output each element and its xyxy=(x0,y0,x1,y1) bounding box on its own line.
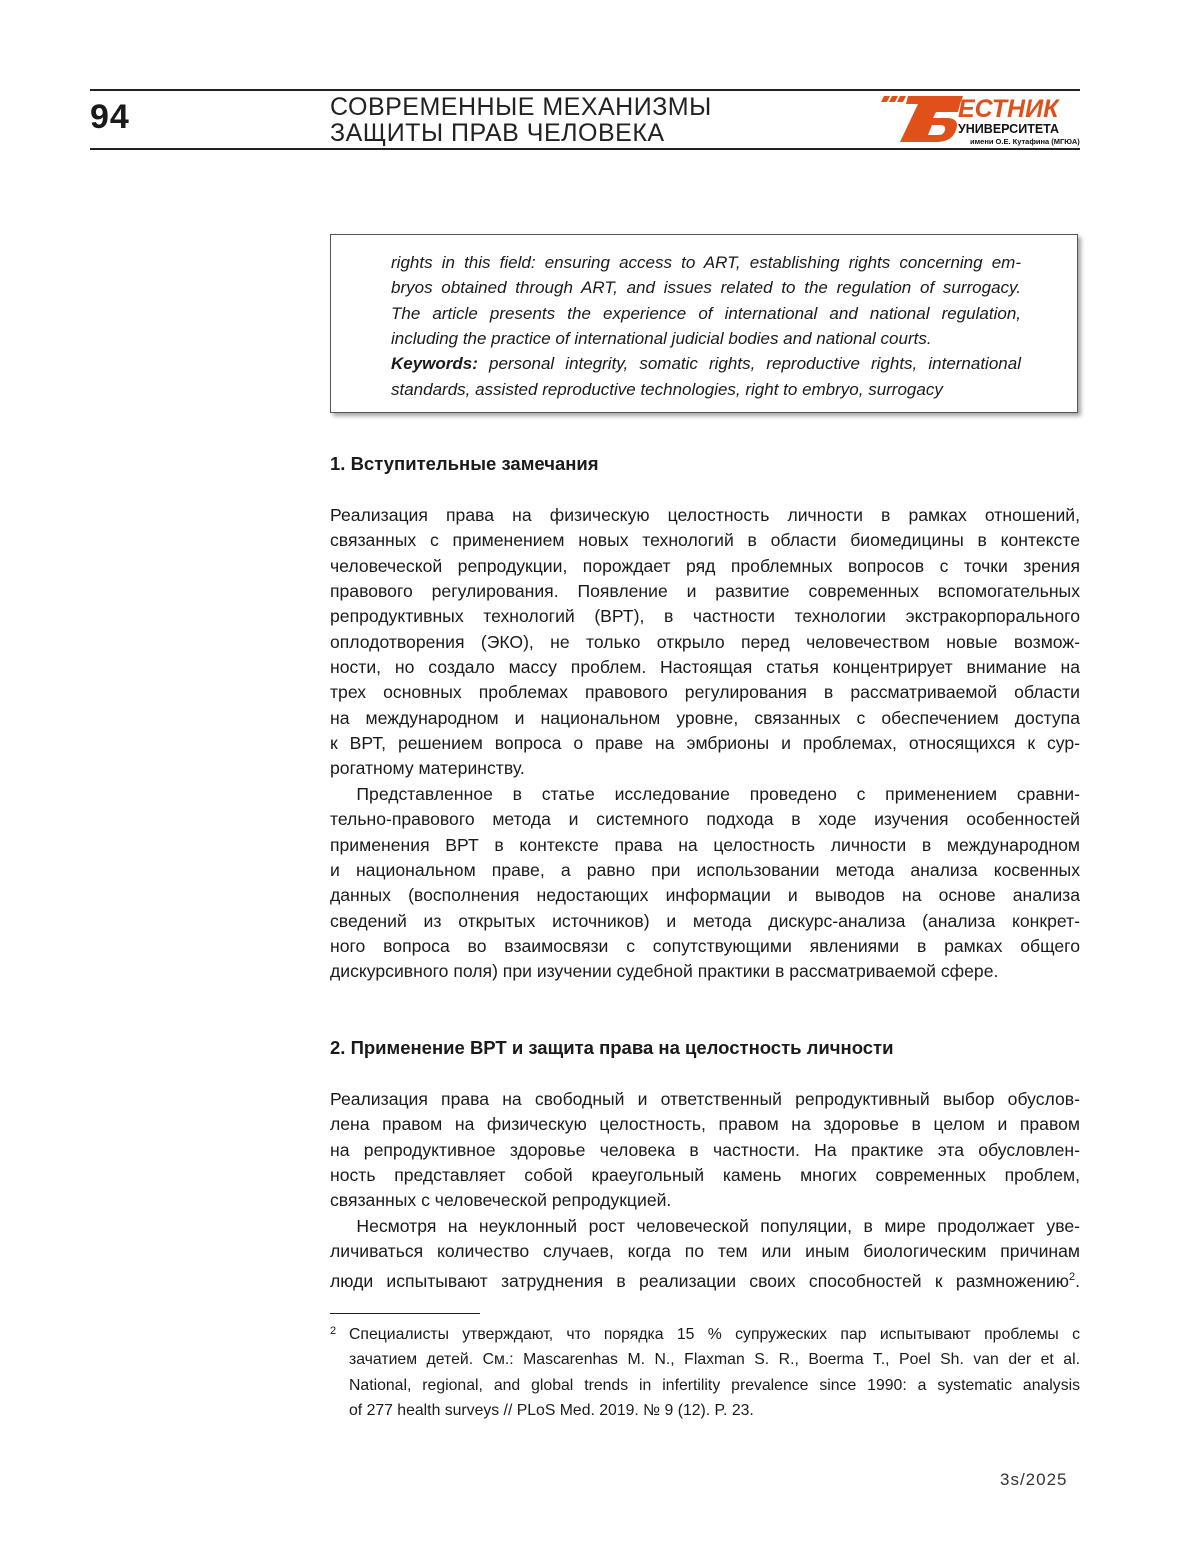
section-2-paragraph-1 xyxy=(330,1087,1080,1214)
text-line: связанных с применением новых технологий в области биомедицины в контексте xyxy=(330,530,1080,551)
footnote-mark: 2 xyxy=(330,1325,337,1337)
text-line: данных (восполнения недостающих информации и выводов на основе анализа xyxy=(330,885,1080,906)
text-line-content: люди испытывают затруднения в реализации своих способностей к размножению xyxy=(330,1270,1069,1291)
text-line xyxy=(330,1265,1080,1290)
footnote-reference[interactable]: 2 xyxy=(1068,1270,1076,1283)
section-1-heading: 1. Вступительные замечания xyxy=(330,453,599,474)
abstract-box xyxy=(330,234,1078,413)
text-line: на международном и национальном уровне, связанных с обеспечением доступа xyxy=(330,707,1080,728)
text-line: Реализация права на свободный и ответственный репродуктивный выбор обуслов- xyxy=(330,1089,1080,1109)
footnote-line: National, regional, and global trends in infertility prevalence since 1990: a systematic analysis xyxy=(349,1376,1080,1394)
svg-text:УНИВЕРСИТЕТА: УНИВЕРСИТЕТА xyxy=(958,122,1060,136)
text-punctuation: . xyxy=(1075,1270,1080,1291)
text-line: связанных с человеческой репродукцией. xyxy=(330,1190,672,1211)
issue-number: 3s/2025 xyxy=(1000,1470,1068,1489)
abstract-line: including the practice of international judicial bodies and national courts. xyxy=(391,329,932,349)
section-1-paragraph-1 xyxy=(330,503,1080,782)
text-line: человеческой репродукции, порождает ряд проблемных вопросов с точки зрения xyxy=(330,555,1080,576)
header-bottom-rule xyxy=(90,148,1080,150)
rubric-line: СОВРЕМЕННЫЕ МЕХАНИЗМЫ xyxy=(330,93,712,121)
abstract-line: The article presents the experience of international and national regulation, xyxy=(391,303,1021,323)
keywords-line xyxy=(391,351,1021,376)
keywords-label: Keywords: xyxy=(391,354,478,374)
vestnik-logo-icon xyxy=(878,92,1083,147)
text-line: ности, но создало массу проблем. Настоящая статья концентрирует внимание на xyxy=(330,657,1080,678)
section-rubric xyxy=(330,94,712,146)
text-line: лена правом на физическую целостность, правом на здоровье в целом и правом xyxy=(330,1114,1080,1135)
section-2-heading: 2. Применение ВРТ и защита права на целостность личности xyxy=(330,1037,894,1058)
abstract-line: bryos obtained through ART, and issues related to the regulation of surrogacy. xyxy=(391,278,1021,298)
text-line: к ВРТ, решением вопроса о праве на эмбрионы и проблемах, относящихся к сур- xyxy=(330,733,1080,754)
text-line: правового регулирования. Появление и развитие современных вспомогательных xyxy=(330,581,1080,602)
text-line: личиваться количество случаев, когда по тем или иным биологическим причинам xyxy=(330,1241,1080,1262)
text-line: применения ВРТ в контексте права на целостность личности в международном xyxy=(330,834,1080,855)
text-line: Реализация права на физическую целостность личности в рамках отношений, xyxy=(330,505,1080,525)
journal-logo xyxy=(878,92,1083,147)
text-line: трех основных проблемах правового регулирования в рассматриваемой области xyxy=(330,682,1080,703)
rubric-line: ЗАЩИТЫ ПРАВ ЧЕЛОВЕКА xyxy=(330,119,665,147)
page-number: 94 xyxy=(90,98,130,136)
section-2-paragraph-2 xyxy=(330,1214,1080,1290)
text-line: сведений из открытых источников) и метода дискурс-анализа (анализа конкрет- xyxy=(330,910,1080,931)
keywords-line: standards, assisted reproductive technologies, right to embryo, surrogacy xyxy=(391,379,943,399)
text-line: оплодотворения (ЭКО), не только открыло перед человечеством новые возмож- xyxy=(330,631,1080,652)
footnote-line: зачатием детей. См.: Mascarenhas M. N., Flaxman S. R., Boerma T., Poel Sh. van der et al. xyxy=(349,1351,1080,1369)
text-line: тельно-правового метода и системного подхода в ходе изучения особенностей xyxy=(330,809,1080,830)
text-line: Несмотря на неуклонный рост человеческой популяции, в мире продолжает уве- xyxy=(330,1216,1080,1236)
abstract-line: rights in this field: ensuring access to ART, establishing rights concerning em- xyxy=(391,253,1021,272)
abstract-text xyxy=(391,250,1021,402)
footnote xyxy=(330,1322,1080,1423)
text-line: дискурсивного поля) при изучении судебной практики в рассматриваемой сфере. xyxy=(330,961,999,982)
text-line: рогатному материнству. xyxy=(330,758,525,779)
text-line: Представленное в статье исследование проведено с применением сравни- xyxy=(330,784,1080,804)
footnote-line: Специалисты утверждают, что порядка 15 % супружеских пар испытывают проблемы с xyxy=(349,1326,1080,1343)
text-line: репродуктивных технологий (ВРТ), в частности технологии экстракорпорального xyxy=(330,606,1080,627)
svg-text:имени О.Е. Кутафина (МГЮА): имени О.Е. Кутафина (МГЮА) xyxy=(970,137,1080,146)
footnote-line: of 277 health surveys // PLoS Med. 2019. № 9 (12). P. 23. xyxy=(349,1402,754,1420)
header-top-rule xyxy=(90,89,1080,91)
section-1-paragraph-2 xyxy=(330,782,1080,985)
logo-title: ЕСТНИК xyxy=(958,95,1059,123)
text-line: и национальном праве, а равно при использовании метода анализа косвенных xyxy=(330,860,1080,881)
text-line: ность представляет собой краеугольный камень многих современных проблем, xyxy=(330,1165,1080,1186)
text-line: ного вопроса во взаимосвязи с сопутствующими явлениями в рамках общего xyxy=(330,936,1080,957)
text-line: на репродуктивное здоровье человека в частности. На практике эта обусловлен- xyxy=(330,1139,1080,1160)
footnote-rule xyxy=(330,1313,480,1314)
keywords-text: personal integrity, somatic rights, reproductive rights, international xyxy=(489,354,1021,374)
